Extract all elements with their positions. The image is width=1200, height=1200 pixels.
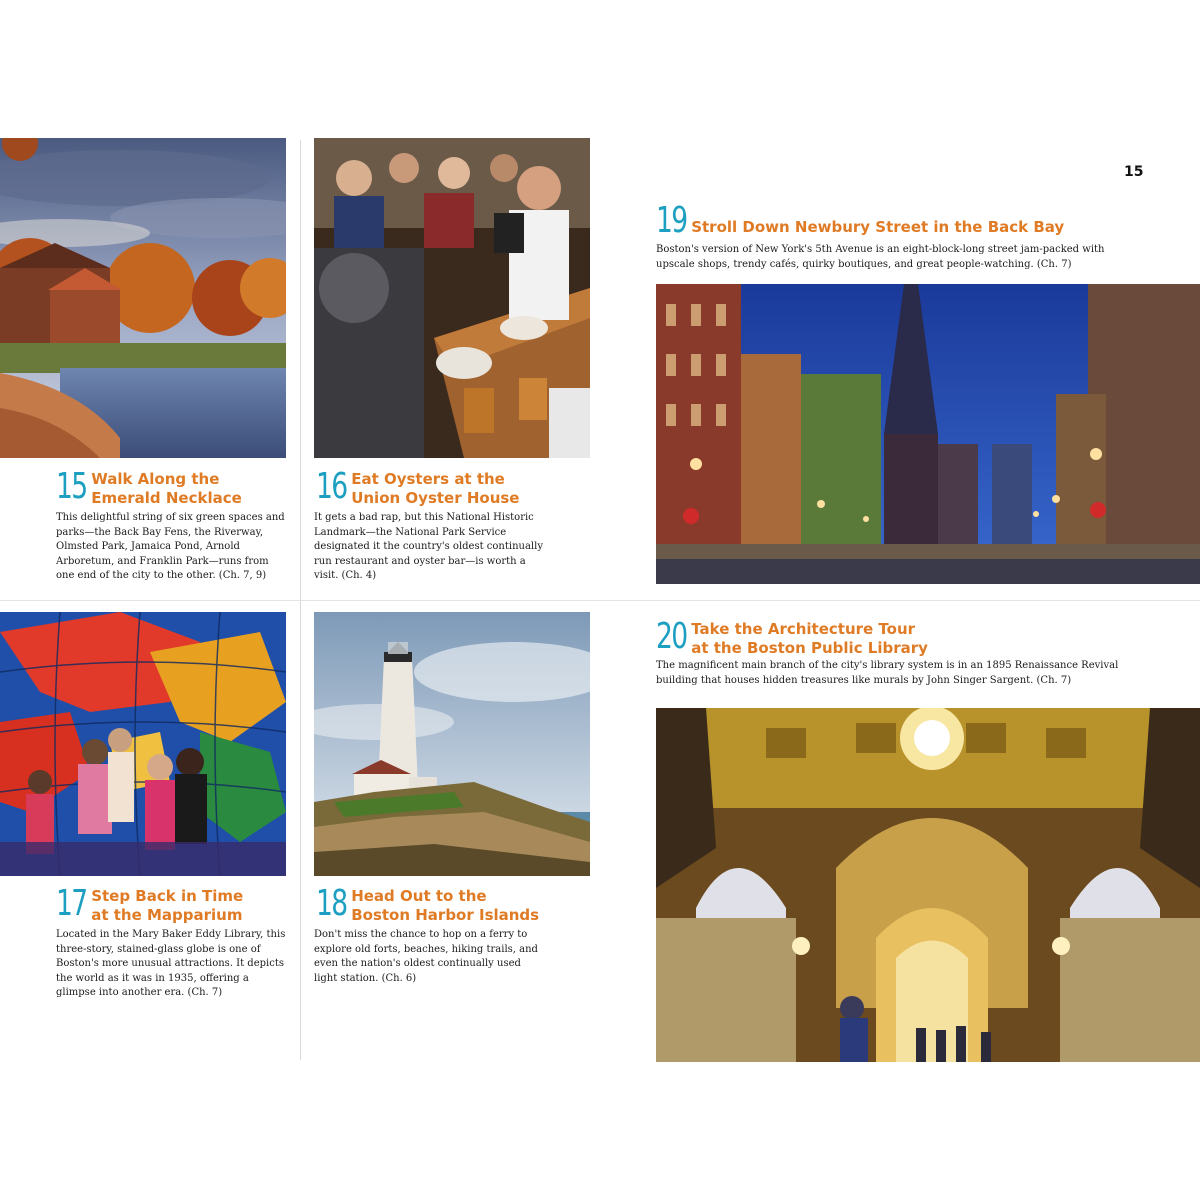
- item-20-title-line1: Take the Architecture Tour: [691, 620, 916, 638]
- item-15-title-line2: Emerald Necklace: [91, 489, 242, 507]
- item-20-number: 20: [656, 616, 687, 657]
- item-19-description: Boston's version of New York's 5th Avenue is an eight-block-long street jam-packed with upscale shops, trendy cafés, quirky boutiques, and great people-watching. (Ch. 7): [656, 244, 1105, 270]
- item-19-heading: [656, 200, 1065, 241]
- item-16-title: [351, 470, 519, 508]
- item-20-title-line2: at the Boston Public Library: [691, 639, 928, 657]
- autumn-park-pond-photo: [0, 138, 286, 458]
- item-17-title: [91, 887, 243, 925]
- newbury-street-night-photo: [656, 284, 1200, 584]
- item-17-number: 17: [56, 883, 87, 924]
- item-19-number: 19: [656, 200, 687, 241]
- item-20-description: The magnificent main branch of the city's library system is in an 1895 Renaissance Revival building that houses hidden treasures like murals by John Singer Sargent. (Ch. 7): [656, 660, 1119, 686]
- item-16-description: It gets a bad rap, but this National Historic Landmark—the National Park Service designated it the country's oldest continually run restaurant and oyster bar—is worth a visit. (Ch. 4): [314, 512, 543, 582]
- library-staircase-photo: [656, 708, 1200, 1062]
- lighthouse-photo: [314, 612, 590, 876]
- item-17-description: Located in the Mary Baker Eddy Library, this three-story, stained-glass globe is one of Boston's more unusual attractions. It depicts the world as it was in 1935, offering a glimpse into another era. (Ch. 7): [56, 929, 286, 999]
- item-16-number: 16: [316, 466, 347, 507]
- item-15-description: This delightful string of six green spaces and parks—the Back Bay Fens, the Riverway, Olmsted Park, Jamaica Pond, Arnold Arboretum, and Franklin Park—runs from one end of the city to the other. (Ch. 7, 9): [56, 512, 285, 582]
- item-16-heading: [316, 466, 520, 508]
- item-18-number: 18: [316, 883, 347, 924]
- item-19-title-line1: Stroll Down Newbury Street in the Back Bay: [691, 218, 1065, 236]
- item-15-number: 15: [56, 466, 87, 507]
- row-divider: [0, 600, 1200, 601]
- item-17-title-line2: at the Mapparium: [91, 906, 243, 924]
- item-18-title-line1: Head Out to the: [351, 887, 487, 905]
- item-18-title-line2: Boston Harbor Islands: [351, 906, 540, 924]
- item-18-title: [351, 887, 539, 925]
- item-16-title-line2: Union Oyster House: [351, 489, 520, 507]
- item-15-title: [91, 470, 242, 508]
- item-20-heading: [656, 616, 928, 658]
- item-16-title-line1: Eat Oysters at the: [351, 470, 505, 488]
- item-20-title: [691, 620, 928, 658]
- oyster-bar-photo: [314, 138, 590, 458]
- item-15-heading: [56, 466, 242, 508]
- item-18-description: Don't miss the chance to hop on a ferry to explore old forts, beaches, hiking trails, and even the nation's oldest continually used light station. (Ch. 6): [314, 929, 538, 984]
- item-17-title-line1: Step Back in Time: [91, 887, 244, 905]
- mapparium-globe-photo: [0, 612, 286, 876]
- item-19-title: [691, 204, 1064, 237]
- item-18-heading: [316, 883, 540, 925]
- page-number: 15: [1124, 164, 1144, 180]
- item-15-title-line1: Walk Along the: [91, 470, 220, 488]
- item-17-heading: [56, 883, 244, 925]
